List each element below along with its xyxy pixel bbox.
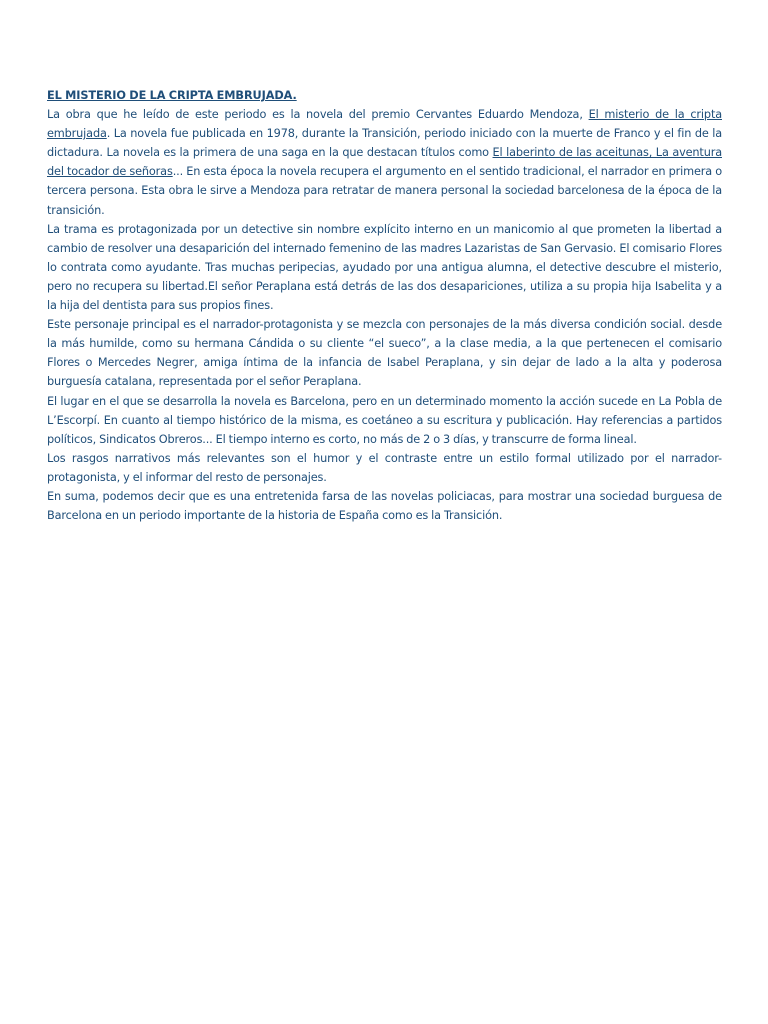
document-body: [47, 86, 722, 525]
paragraph-characters: Este personaje principal es el narrador-protagonista y se mezcla con personajes de la más diversa condición social. desde la más humilde, como su hermana Cándida o su cliente “el sueco”, a la clase media, a la que pertenecen el comisario Flores o Mercedes Negrer, amiga íntima de la infancia de Isabel Peraplana, y sin dejar de lado a la alta y poderosa burguesía catalana, representada por el señor Peraplana.: [47, 318, 722, 389]
paragraph-setting: El lugar en el que se desarrolla la novela es Barcelona, pero en un determinado momento la acción sucede en La Pobla de L’Escorpí. En cuanto al tiempo histórico de la misma, es coetáneo a su escritura y publicación. Hay referencias a partidos políticos, Sindicatos Obreros... El tiempo interno es corto, no más de 2 o 3 días, y transcurre de forma lineal.: [47, 394, 722, 446]
paragraph-intro-text-1: La obra que he leído de este periodo es la novela del premio Cervantes Eduardo Mendoza,: [47, 108, 589, 122]
paragraph-narrative-traits: Los rasgos narrativos más relevantes son el humor y el contraste entre un estilo formal utilizado por el narrador-protagonista, y el informar del resto de personajes.: [47, 451, 722, 484]
book-titles-link-saga[interactable]: El laberinto de las aceitunas, La aventura del tocador de señoras: [47, 146, 722, 179]
paragraph-intro-text-3: ... En esta época la novela recupera el argumento en el sentido tradicional, el narrador en primera o tercera persona. Esta obra le sirve a Mendoza para retratar de manera personal la sociedad barcelonesa de la época de la transición.: [47, 165, 722, 217]
paragraph-plot: La trama es protagonizada por un detective sin nombre explícito interno en un manicomio al que prometen la libertad a cambio de resolver una desaparición del internado femenino de las madres Lazaristas de San Gervasio. El comisario Flores lo contrata como ayudante. Tras muchas peripecias, ayudado por una antigua alumna, el detective descubre el misterio, pero no recupera su libertad.El señor Peraplana está detrás de las dos desapariciones, utiliza a su propia hija Isabelita y a la hija del dentista para sus propios fines.: [47, 222, 722, 313]
book-title-link-cripta[interactable]: El misterio de la cripta embrujada: [47, 108, 722, 141]
paragraph-intro: [47, 105, 722, 220]
paragraph-intro-text-2: . La novela fue publicada en 1978, durante la Transición, periodo iniciado con la muerte de Franco y el fin de la dictadura. La novela es la primera de una saga en la que destacan títulos como: [47, 127, 722, 160]
paragraph-conclusion: En suma, podemos decir que es una entretenida farsa de las novelas policiacas, para mostrar una sociedad burguesa de Barcelona en un periodo importante de la historia de España como es la Transición.: [47, 489, 722, 523]
document-title: EL MISTERIO DE LA CRIPTA EMBRUJADA.: [47, 89, 297, 102]
